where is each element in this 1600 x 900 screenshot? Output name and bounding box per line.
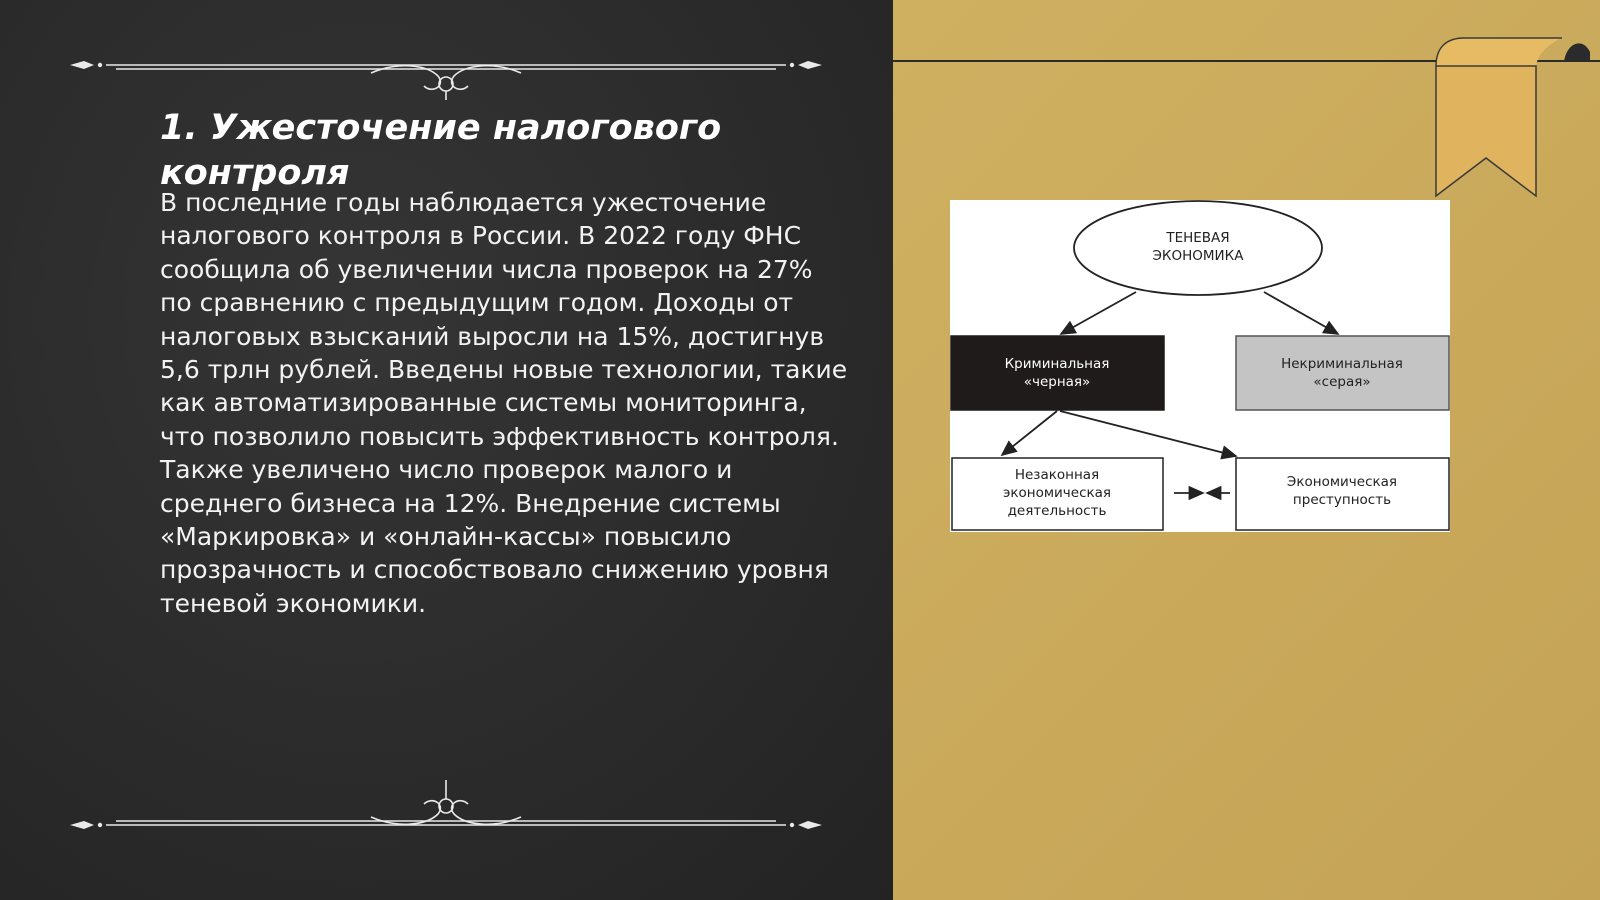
- bookmark-ribbon-icon: [1434, 36, 1590, 198]
- illegal-label-line1: Незаконная: [1014, 467, 1100, 483]
- noncriminal-label-line2: «серая»: [1313, 374, 1371, 390]
- top-ornament-divider: [66, 40, 826, 100]
- illegal-label-line3: деятельность: [1007, 503, 1107, 519]
- slide-title: 1. Ужесточение налогового контроля: [160, 108, 722, 193]
- criminal-node: [951, 336, 1164, 410]
- arrow-criminal-to-crime: [1060, 411, 1236, 456]
- root-node: [1074, 201, 1322, 295]
- root-label-line1: ТЕНЕВАЯ: [1166, 230, 1230, 246]
- bottom-ornament-divider: [66, 772, 826, 832]
- illegal-activity-node: [952, 458, 1163, 530]
- arrow-criminal-to-illegal: [1002, 411, 1057, 455]
- crime-label-line2: преступность: [1292, 492, 1392, 508]
- criminal-label-line1: Криминальная: [1004, 356, 1110, 372]
- illegal-label-line2: экономическая: [1002, 485, 1112, 501]
- economic-crime-node: [1236, 458, 1449, 530]
- root-label-line2: ЭКОНОМИКА: [1152, 248, 1244, 264]
- arrow-root-to-noncriminal: [1264, 292, 1338, 334]
- noncriminal-label-line1: Некриминальная: [1281, 356, 1403, 372]
- noncriminal-node: [1236, 336, 1449, 410]
- criminal-label-line2: «черная»: [1023, 374, 1091, 390]
- shadow-economy-diagram: [950, 200, 1450, 532]
- slide-body-text: В последние годы наблюдается ужесточение налогового контроля в России. В 2022 году ФНС сообщила об увеличении числа проверок на 27% по сравнению с предыдущим годом. Доходы от налоговых взысканий выросли на 15%, достигнув 5,6 трлн рублей. Введены новые технологии, такие как автоматизированные системы мониторинга, что позволило повысить эффективность контроля. Также увеличено число проверок малого и среднего бизнеса на 12%. Внедрение системы «Маркировка» и «онлайн-кассы» повысило прозрачность и способствовало снижению уровня теневой экономики.: [160, 188, 848, 618]
- crime-label-line1: Экономическая: [1286, 474, 1398, 490]
- arrow-root-to-criminal: [1061, 292, 1136, 334]
